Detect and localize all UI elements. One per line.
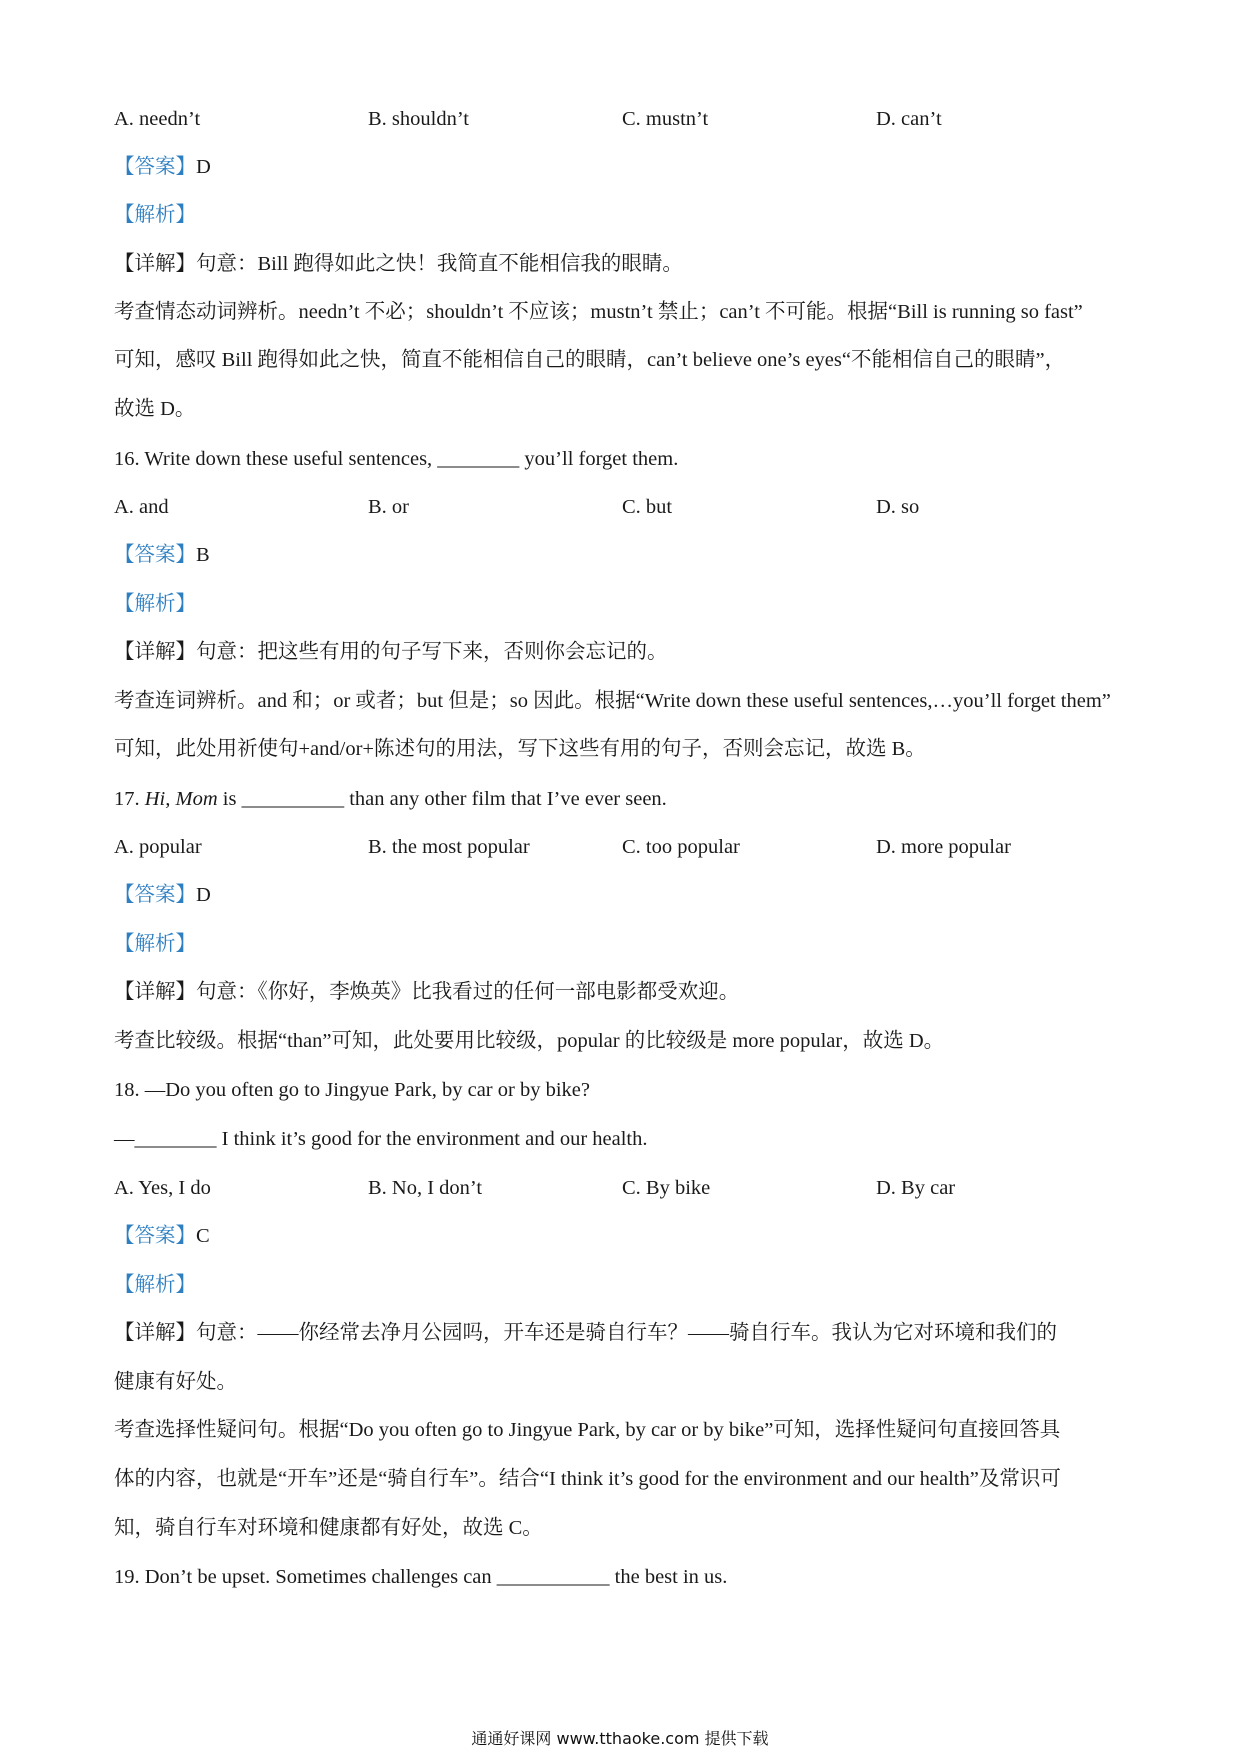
q16-stem: 16. Write down these useful sentences, ________ you’ll forget them. [114,448,679,470]
page-footer: 通通好课网 www.tthaoke.com 提供下载 [471,1729,769,1748]
analysis-tag: 【解析】 [114,593,196,615]
analysis-tag: 【解析】 [114,204,196,226]
q15-explain-line: 故选 D。 [114,398,196,420]
detail-text: 句意：Bill 跑得如此之快！我简直不能相信我的眼睛。 [196,253,683,275]
q15-detail [114,249,1134,279]
q18-option-b: B. No, I don’t [368,1177,483,1199]
q18-option-d: D. By car [876,1177,956,1199]
q17-explain-line: 考查比较级。根据“than”可知，此处要用比较级，popular 的比较级是 more popular，故选 D。 [114,1030,945,1052]
analysis-tag: 【解析】 [114,1274,196,1296]
detail-text: 句意：把这些有用的句子写下来，否则你会忘记的。 [196,641,668,663]
q16-explain-line: 可知，此处用祈使句+and/or+陈述句的用法，写下这些有用的句子，否则会忘记，故选 B。 [114,738,926,760]
q18-explain-line: 考查选择性疑问句。根据“Do you often go to Jingyue Park, by car or by bike”可知，选择性疑问句直接回答具 [114,1419,1061,1441]
q18-option-a: A. Yes, I do [114,1177,211,1199]
q18-stem-reply: —________ I think it’s good for the environment and our health. [114,1128,648,1150]
q15-option-d: D. can’t [876,108,942,130]
q16-option-a: A. and [114,496,169,518]
q18-detail-cont: 健康有好处。 [114,1371,237,1393]
q16-answer [114,540,1134,570]
q18-answer [114,1221,1134,1251]
q17-answer [114,880,1134,910]
q18-option-c: C. By bike [622,1177,711,1199]
q17-detail [114,977,1134,1007]
q18-detail [114,1318,1134,1348]
q17-stem-number: 17. [114,788,145,810]
answer-tag: 【答案】 [114,544,196,566]
q16-analysis [114,589,1134,619]
q15-option-a: A. needn’t [114,108,201,130]
answer-tag: 【答案】 [114,1225,196,1247]
q16-detail [114,637,1134,667]
q15-analysis [114,200,1134,230]
q17-option-a: A. popular [114,836,202,858]
answer-tag: 【答案】 [114,884,196,906]
detail-tag: 【详解】 [114,641,196,663]
detail-tag: 【详解】 [114,253,196,275]
answer-tag: 【答案】 [114,156,196,178]
q15-option-c: C. mustn’t [622,108,709,130]
detail-tag: 【详解】 [114,981,196,1003]
answer-value: B [196,544,210,566]
q15-answer [114,152,1134,182]
q18-stem: 18. —Do you often go to Jingyue Park, by car or by bike? [114,1079,590,1101]
q16-option-b: B. or [368,496,409,518]
analysis-tag: 【解析】 [114,933,196,955]
q19-stem: 19. Don’t be upset. Sometimes challenges can ___________ the best in us. [114,1566,728,1588]
q18-analysis [114,1270,1134,1300]
q17-stem [114,784,1134,814]
q16-explain-line: 考查连词辨析。and 和；or 或者；but 但是；so 因此。根据“Write down these useful sentences,…you’ll forget them” [114,690,1111,712]
q15-explain-line: 可知，感叹 Bill 跑得如此之快，简直不能相信自己的眼睛，can’t believe one’s eyes“不能相信自己的眼睛”， [114,349,1066,371]
q16-option-d: D. so [876,496,920,518]
q15-option-b: B. shouldn’t [368,108,469,130]
q17-option-d: D. more popular [876,836,1011,858]
detail-text: 句意：——你经常去净月公园吗，开车还是骑自行车？——骑自行车。我认为它对环境和我们的 [196,1322,1057,1344]
q17-analysis [114,929,1134,959]
q18-explain-line: 体的内容，也就是“开车”还是“骑自行车”。结合“I think it’s good for the environment and our health”及常识可 [114,1468,1061,1490]
q17-film-title: Hi, Mom [144,788,218,810]
q17-option-b: B. the most popular [368,836,530,858]
q18-explain-line: 知，骑自行车对环境和健康都有好处，故选 C。 [114,1517,543,1539]
q17-stem-text: is __________ than any other film that I’ve ever seen. [217,788,667,810]
q16-option-c: C. but [622,496,673,518]
detail-text: 句意：《你好，李焕英》比我看过的任何一部电影都受欢迎。 [196,981,740,1003]
answer-value: D [196,884,211,906]
q17-option-c: C. too popular [622,836,740,858]
answer-value: D [196,156,211,178]
q15-explain-line: 考查情态动词辨析。needn’t 不必；shouldn’t 不应该；mustn’t 禁止；can’t 不可能。根据“Bill is running so fast” [114,301,1083,323]
detail-tag: 【详解】 [114,1322,196,1344]
answer-value: C [196,1225,210,1247]
